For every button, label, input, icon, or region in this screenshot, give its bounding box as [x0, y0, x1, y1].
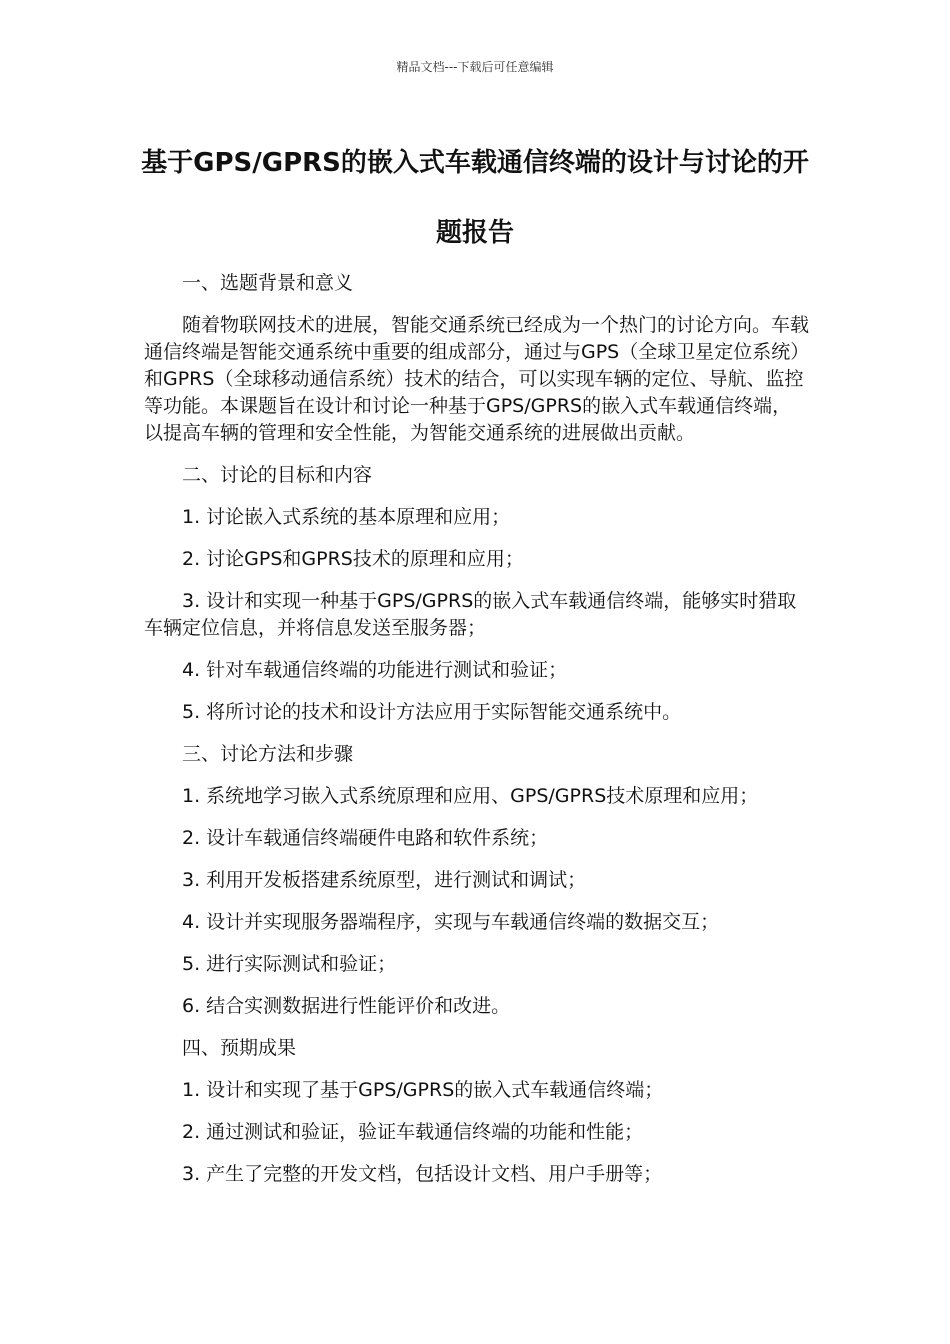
section-heading: 二、讨论的目标和内容: [182, 464, 373, 486]
list-item: 4. 设计并实现服务器端程序，实现与车载通信终端的数据交互；: [182, 911, 720, 933]
list-item: 2. 设计车载通信终端硬件电路和软件系统；: [182, 827, 549, 849]
list-item: 6. 结合实测数据进行性能评价和改进。: [182, 995, 511, 1017]
list-item: 1. 讨论嵌入式系统的基本原理和应用；: [182, 506, 511, 528]
list-item: 2. 讨论GPS和GPRS技术的原理和应用；: [182, 548, 524, 570]
document-body: [144, 270, 810, 1203]
section-heading: 三、讨论方法和步骤: [182, 743, 354, 765]
list-item: 1. 系统地学习嵌入式系统原理和应用、GPS/GPRS技术原理和应用；: [182, 785, 759, 807]
section-heading: 一、选题背景和意义: [182, 272, 354, 294]
list-item: 1. 设计和实现了基于GPS/GPRS的嵌入式车载通信终端；: [182, 1079, 664, 1101]
list-item: 2. 通过测试和验证，验证车载通信终端的功能和性能；: [182, 1121, 644, 1143]
list-item: 5. 将所讨论的技术和设计方法应用于实际智能交通系统中。: [182, 701, 682, 723]
list-item: 3. 设计和实现一种基于GPS/GPRS的嵌入式车载通信终端，能够实时猎取车辆定位信息，并将信息发送至服务器；: [144, 590, 797, 639]
paragraph: 随着物联网技术的进展，智能交通系统已经成为一个热门的讨论方向。车载通信终端是智能交通系统中重要的组成部分，通过与GPS（全球卫星定位系统）和GPRS（全球移动通信系统）技术的结合，可以实现车辆的定位、导航、监控等功能。本课题旨在设计和讨论一种基于GPS/GPRS的嵌入式车载通信终端，以提高车辆的管理和安全性能，为智能交通系统的进展做出贡献。: [144, 314, 810, 444]
list-item: 5. 进行实际测试和验证；: [182, 953, 397, 975]
list-item: 4. 针对车载通信终端的功能进行测试和验证；: [182, 659, 568, 681]
document-title: 基于GPS/GPRS的嵌入式车载通信终端的设计与讨论的开题报告: [141, 148, 809, 248]
page-header-note: 精品文档---下载后可任意编辑: [396, 60, 554, 74]
list-item: 3. 利用开发板搭建系统原型，进行测试和调试；: [182, 869, 587, 891]
section-heading: 四、预期成果: [182, 1037, 297, 1059]
list-item: 3. 产生了完整的开发文档，包括设计文档、用户手册等；: [182, 1163, 663, 1185]
